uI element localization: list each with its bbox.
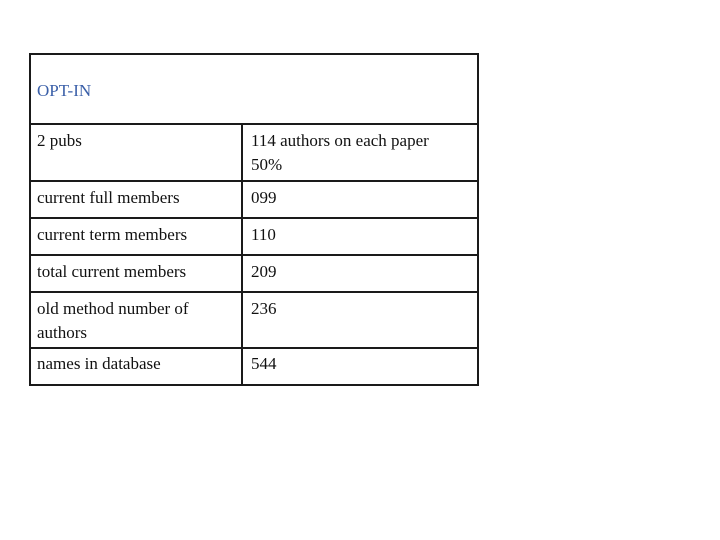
row-value: 236 bbox=[242, 292, 478, 348]
row-label: total current members bbox=[30, 255, 242, 292]
table-row bbox=[30, 292, 478, 348]
table-row bbox=[30, 124, 478, 181]
row-label: current term members bbox=[30, 218, 242, 255]
row-label: names in database bbox=[30, 348, 242, 385]
row-value-note: 50% bbox=[251, 155, 283, 174]
table-row bbox=[30, 255, 478, 292]
table-row bbox=[30, 181, 478, 218]
row-value: 110 bbox=[242, 218, 478, 255]
row-value: 544 bbox=[242, 348, 478, 385]
row-value-text: 114 authors on each paper bbox=[251, 131, 429, 150]
table-row bbox=[30, 348, 478, 385]
opt-in-table bbox=[29, 53, 479, 386]
row-label: current full members bbox=[30, 181, 242, 218]
row-value bbox=[242, 124, 478, 181]
table-title: OPT-IN bbox=[30, 54, 478, 124]
row-value: 099 bbox=[242, 181, 478, 218]
row-value: 209 bbox=[242, 255, 478, 292]
table-row bbox=[30, 218, 478, 255]
row-label: 2 pubs bbox=[30, 124, 242, 181]
table-title-row bbox=[30, 54, 478, 124]
row-label: old method number of authors bbox=[30, 292, 242, 348]
